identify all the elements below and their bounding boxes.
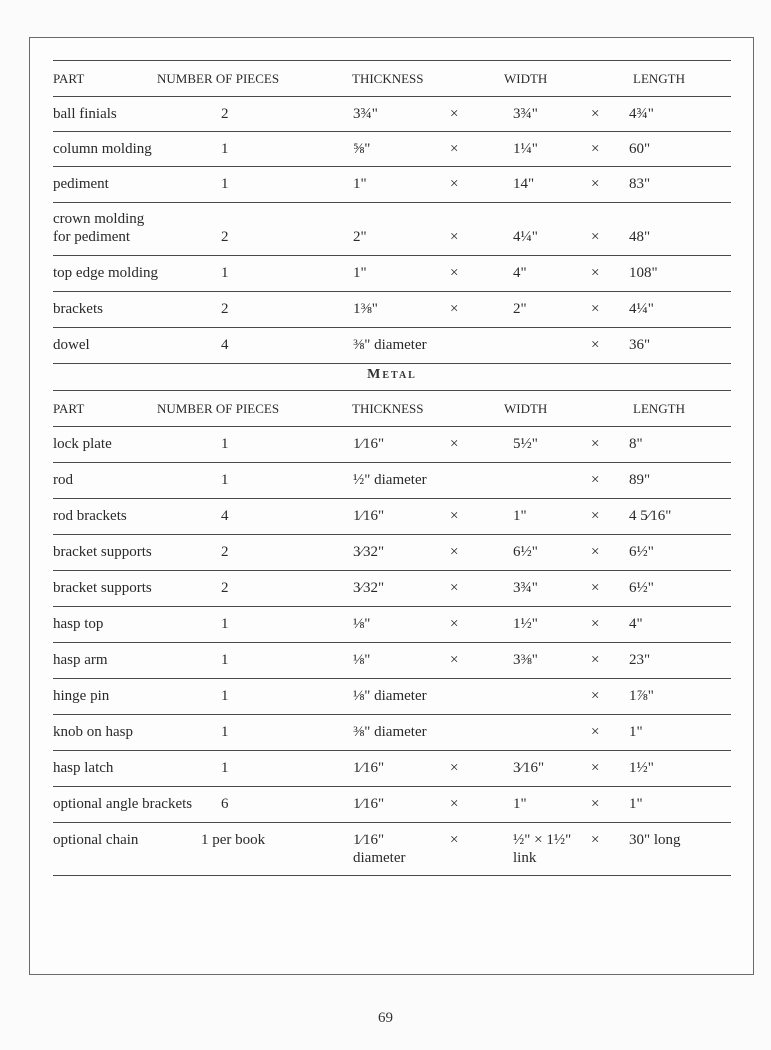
- piece-count: 1: [221, 688, 229, 704]
- header-length: LENGTH: [633, 401, 685, 416]
- times-symbol: ×: [591, 688, 600, 704]
- times-symbol: ×: [591, 544, 600, 560]
- width: 2": [513, 301, 527, 317]
- piece-count: 2: [221, 580, 229, 596]
- length: 4 5⁄16": [629, 508, 672, 524]
- thickness: ⅛": [353, 616, 371, 632]
- thickness: 1⁄16": [353, 508, 385, 524]
- width: 1": [513, 796, 527, 812]
- section-title-metal: Metal: [367, 367, 417, 382]
- length: 108": [629, 265, 658, 281]
- thickness: ½" diameter: [353, 472, 427, 488]
- part-name-line2: for pediment: [53, 229, 131, 245]
- header-pieces: NUMBER OF PIECES: [157, 71, 280, 86]
- width: 6½": [513, 544, 538, 560]
- header-length: LENGTH: [633, 71, 685, 86]
- times-symbol: ×: [450, 652, 459, 668]
- times-symbol: ×: [591, 436, 600, 452]
- thickness: 1⁄16": [353, 832, 385, 848]
- table-row: [53, 571, 731, 607]
- part-name: top edge molding: [53, 265, 158, 281]
- header-width: WIDTH: [504, 401, 548, 416]
- part-name: column molding: [53, 141, 152, 157]
- width: 4¼": [513, 229, 538, 245]
- times-symbol: ×: [591, 106, 600, 122]
- times-symbol: ×: [591, 141, 600, 157]
- width: 1½": [513, 616, 538, 632]
- times-symbol: ×: [591, 229, 600, 245]
- times-symbol: ×: [591, 337, 600, 353]
- part-name: knob on hasp: [53, 724, 133, 740]
- length: 4¼": [629, 301, 654, 317]
- length: 1½": [629, 760, 654, 776]
- times-symbol: ×: [450, 616, 459, 632]
- length: 36": [629, 337, 651, 353]
- thickness: 2": [353, 229, 367, 245]
- times-symbol: ×: [450, 301, 459, 317]
- piece-count: 1: [221, 176, 229, 192]
- part-name: lock plate: [53, 436, 112, 452]
- part-name: crown molding: [53, 211, 145, 227]
- table-row: [53, 607, 731, 643]
- length: 4": [629, 616, 643, 632]
- piece-count: 1: [221, 472, 229, 488]
- table-row: [53, 751, 731, 787]
- thickness: 1⅜": [353, 301, 378, 317]
- part-name: bracket supports: [53, 544, 152, 560]
- table-row: [53, 167, 731, 203]
- times-symbol: ×: [450, 176, 459, 192]
- piece-count: 1: [221, 616, 229, 632]
- length: 4¾": [629, 106, 654, 122]
- table-header-row: [53, 391, 731, 427]
- thickness: 3⁄32": [353, 580, 385, 596]
- length: 6½": [629, 580, 654, 596]
- piece-count: 6: [221, 796, 229, 812]
- piece-count: 1: [221, 652, 229, 668]
- length: 48": [629, 229, 651, 245]
- part-name: rod brackets: [53, 508, 127, 524]
- width: 3⁄16": [513, 760, 545, 776]
- thickness: 1": [353, 176, 367, 192]
- width: 14": [513, 176, 535, 192]
- times-symbol: ×: [450, 229, 459, 245]
- times-symbol: ×: [591, 508, 600, 524]
- thickness: ⅜" diameter: [353, 724, 427, 740]
- piece-count: 1 per book: [201, 832, 266, 848]
- times-symbol: ×: [591, 832, 600, 848]
- times-symbol: ×: [591, 301, 600, 317]
- part-name: optional chain: [53, 832, 139, 848]
- length: 6½": [629, 544, 654, 560]
- times-symbol: ×: [591, 616, 600, 632]
- table-row: [53, 427, 731, 463]
- table-row: [53, 132, 731, 167]
- part-name: hinge pin: [53, 688, 110, 704]
- thickness: ⅜" diameter: [353, 337, 427, 353]
- header-part: PART: [53, 401, 85, 416]
- length: 1": [629, 796, 643, 812]
- piece-count: 4: [221, 337, 229, 353]
- thickness: 1⁄16": [353, 436, 385, 452]
- piece-count: 2: [221, 106, 229, 122]
- table-row: [53, 292, 731, 328]
- length: 8": [629, 436, 643, 452]
- width: 4": [513, 265, 527, 281]
- times-symbol: ×: [591, 724, 600, 740]
- length: 60": [629, 141, 651, 157]
- thickness: ⅛" diameter: [353, 688, 427, 704]
- part-name: rod: [53, 472, 73, 488]
- part-name: dowel: [53, 337, 90, 353]
- piece-count: 2: [221, 301, 229, 317]
- times-symbol: ×: [591, 176, 600, 192]
- part-name: hasp arm: [53, 652, 108, 668]
- length: 89": [629, 472, 651, 488]
- times-symbol: ×: [450, 141, 459, 157]
- thickness: 3¾": [353, 106, 378, 122]
- width: 3⅜": [513, 652, 538, 668]
- width: 1": [513, 508, 527, 524]
- part-name: pediment: [53, 176, 109, 192]
- times-symbol: ×: [591, 760, 600, 776]
- thickness: ⅛": [353, 652, 371, 668]
- thickness: ⅝": [353, 141, 371, 157]
- piece-count: 1: [221, 760, 229, 776]
- times-symbol: ×: [450, 796, 459, 812]
- piece-count: 1: [221, 265, 229, 281]
- header-width: WIDTH: [504, 71, 548, 86]
- part-name: hasp top: [53, 616, 104, 632]
- table-row: [53, 679, 731, 715]
- part-name: optional angle brackets: [53, 796, 193, 812]
- page-frame: [29, 37, 754, 975]
- header-part: PART: [53, 71, 85, 86]
- header-thickness: THICKNESS: [352, 401, 424, 416]
- metal-parts-table: [53, 368, 731, 876]
- times-symbol: ×: [450, 760, 459, 776]
- thickness-line2: diameter: [353, 850, 406, 866]
- length: 23": [629, 652, 651, 668]
- part-name: brackets: [53, 301, 103, 317]
- times-symbol: ×: [591, 265, 600, 281]
- width: 3¾": [513, 580, 538, 596]
- wood-parts-table: [53, 60, 731, 364]
- times-symbol: ×: [450, 265, 459, 281]
- times-symbol: ×: [591, 580, 600, 596]
- table-row: [53, 463, 731, 499]
- table-row: [53, 715, 731, 751]
- width: ½" × 1½": [513, 832, 572, 848]
- width: 3¾": [513, 106, 538, 122]
- table-row: [53, 643, 731, 679]
- times-symbol: ×: [591, 652, 600, 668]
- thickness: 1": [353, 265, 367, 281]
- length: 1": [629, 724, 643, 740]
- header-pieces: NUMBER OF PIECES: [157, 401, 280, 416]
- times-symbol: ×: [591, 472, 600, 488]
- length: 1⅞": [629, 688, 654, 704]
- times-symbol: ×: [450, 580, 459, 596]
- times-symbol: ×: [450, 508, 459, 524]
- table-header-row: [53, 61, 731, 97]
- part-name: hasp latch: [53, 760, 114, 776]
- table-row: [53, 203, 731, 256]
- part-name: ball finials: [53, 106, 117, 122]
- table-row: [53, 535, 731, 571]
- thickness: 3⁄32": [353, 544, 385, 560]
- width: 5½": [513, 436, 538, 452]
- length: 30" long: [629, 832, 681, 848]
- piece-count: 2: [221, 544, 229, 560]
- thickness: 1⁄16": [353, 760, 385, 776]
- page-number: 69: [378, 1010, 393, 1026]
- header-thickness: THICKNESS: [352, 71, 424, 86]
- times-symbol: ×: [450, 832, 459, 848]
- times-symbol: ×: [591, 796, 600, 812]
- table-row: [53, 328, 731, 364]
- piece-count: 4: [221, 508, 229, 524]
- table-row: [53, 787, 731, 823]
- width-line2: link: [513, 850, 537, 866]
- table-row: [53, 97, 731, 132]
- length: 83": [629, 176, 651, 192]
- piece-count: 1: [221, 724, 229, 740]
- table-row: [53, 823, 731, 876]
- piece-count: 2: [221, 229, 229, 245]
- times-symbol: ×: [450, 544, 459, 560]
- piece-count: 1: [221, 436, 229, 452]
- part-name: bracket supports: [53, 580, 152, 596]
- table-row: [53, 499, 731, 535]
- times-symbol: ×: [450, 436, 459, 452]
- width: 1¼": [513, 141, 538, 157]
- table-row: [53, 256, 731, 292]
- piece-count: 1: [221, 141, 229, 157]
- thickness: 1⁄16": [353, 796, 385, 812]
- times-symbol: ×: [450, 106, 459, 122]
